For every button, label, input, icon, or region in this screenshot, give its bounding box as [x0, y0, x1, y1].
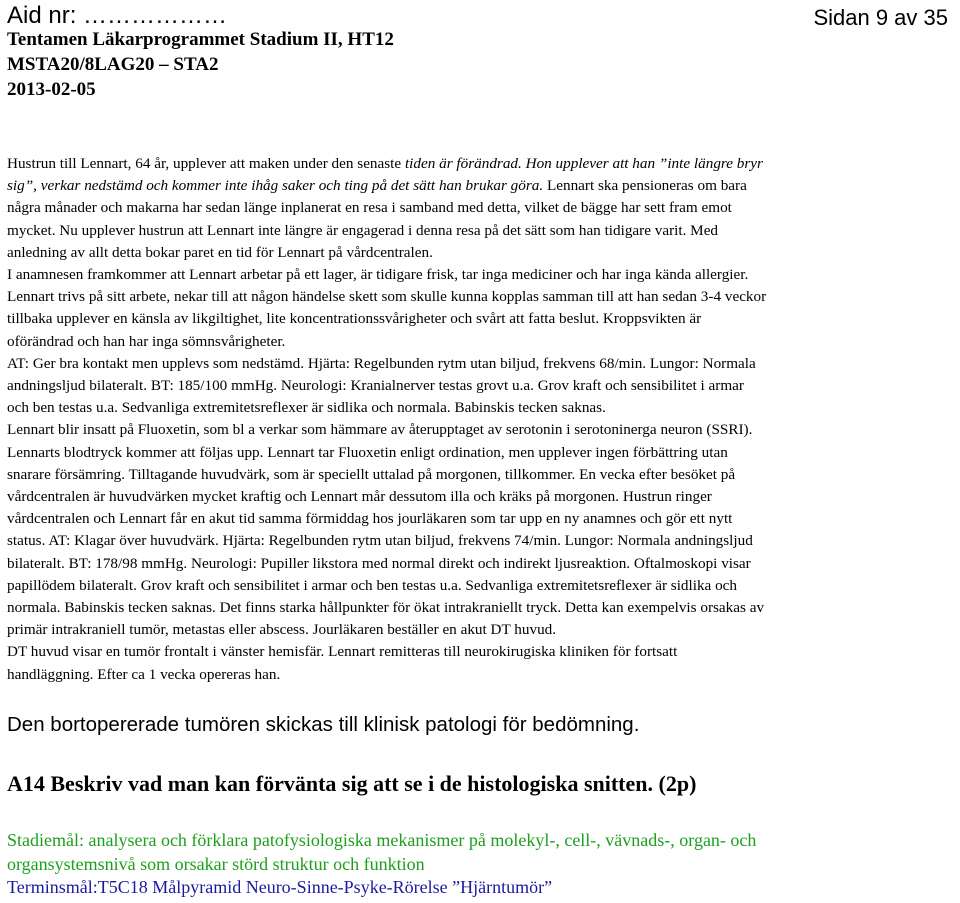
case-text-segment: vårdcentralen är huvudvärken mycket kraftig och Lennart mår dessutom illa och kräks på morgonen. Hustrun ringer [7, 488, 712, 506]
case-text-segment: status. AT: Klagar över huvudvärk. Hjärta: Regelbunden rytm utan biljud, frekvens 74/min. Lungor: Normala andningsljud [7, 532, 753, 550]
case-text-segment: anledning av allt detta bokar paret en tid för Lennart på vårdcentralen. [7, 243, 433, 261]
case-text-line [7, 286, 957, 308]
case-text-line [7, 619, 957, 641]
case-text-line [7, 553, 957, 575]
case-text-segment: AT: Ger bra kontakt men upplevs som nedstämd. Hjärta: Regelbunden rytm utan biljud, frekvens 68/min. Lungor: Normala [7, 354, 756, 372]
case-text-line [7, 308, 957, 330]
course-code: MSTA20/8LAG20 – STA2 [7, 54, 219, 75]
term-goal-line: Terminsmål:T5C18 Målpyramid Neuro-Sinne-Psyke-Rörelse ”Hjärntumör” [7, 877, 553, 897]
case-text-line [7, 597, 957, 619]
case-text-line [7, 375, 957, 397]
stage-goal-line-2: organsystemsnivå som orsakar störd struktur och funktion [7, 853, 425, 874]
case-text-line [7, 486, 957, 508]
case-text-segment: tillbaka upplever en känsla av likgiltighet, lite koncentrationssvårigheter och svårt att fatta beslut. Kroppsvikten är [7, 310, 702, 328]
case-text-line [7, 664, 957, 686]
case-text-line [7, 353, 957, 375]
tumor-intro-text: Den bortopererade tumören skickas till klinisk patologi för bedömning. [7, 713, 640, 736]
case-text-segment: Lennart blir insatt på Fluoxetin, som bl a verkar som hämmare av återupptaget av serotonin i serotoninerga neuron (SSRI). [7, 421, 753, 439]
case-text-segment: några månader och makarna har sedan länge inplanerat en resa i samband med detta, vilket de bägge har sett fram emot [7, 199, 732, 217]
case-text-segment: Lennart trivs på sitt arbete, nekar till att någon händelse skett som skulle kunna kopplas samman till att han sedan 3-4 veckor [7, 288, 767, 306]
case-text-segment: I anamnesen framkommer att Lennart arbetar på ett lager, är tidigare frisk, tar inga mediciner och har inga kända allergier. [7, 266, 749, 284]
case-text-segment: normala. Babinskis tecken saknas. Det finns starka hållpunkter för ökat intrakraniellt tryck. Detta kan exempelvis orsakas av [7, 599, 765, 617]
case-text-segment: papillödem bilateralt. Grov kraft och sensibilitet i armar och ben testas u.a. Sedvanliga extremitetsreflexer är sidlika och [7, 576, 738, 594]
case-text-line [7, 575, 957, 597]
case-text-line [7, 197, 957, 219]
case-text-segment: oförändrad och han har inga sömnsvårigheter. [7, 332, 286, 350]
case-text-line [7, 153, 957, 175]
case-text-line [7, 508, 957, 530]
case-text-segment: Lennart ska pensioneras om bara [543, 177, 747, 195]
exam-title: Tentamen Läkarprogrammet Stadium II, HT12 [7, 29, 394, 50]
case-text-segment: bilateralt. BT: 178/98 mmHg. Neurologi: Pupiller likstora med normal direkt och indirekt ljusreaktion. Oftalmoskopi visar [7, 554, 751, 572]
case-text-segment: handläggning. Efter ca 1 vecka opereras han. [7, 665, 281, 683]
case-text-segment: primär intrakraniell tumör, metastas eller abscess. Jourläkaren beställer en akut DT huvud. [7, 621, 557, 639]
case-text-line [7, 442, 957, 464]
page-number: Sidan 9 av 35 [813, 5, 948, 30]
case-text-segment: mycket. Nu upplever hustrun att Lennart inte längre är engagerad i denna resa på det sätt som han tidigare varit. Med [7, 221, 719, 239]
case-text-segment: DT huvud visar en tumör frontalt i vänster hemisfär. Lennart remitteras till neurokirugiska kliniken för fortsatt [7, 643, 678, 661]
case-text-line [7, 331, 957, 353]
case-text-line [7, 641, 957, 663]
case-text-line [7, 264, 957, 286]
case-text-segment: och ben testas u.a. Sedvanliga extremitetsreflexer är sidlika och normala. Babinskis tecken saknas. [7, 399, 606, 417]
case-text-line [7, 397, 957, 419]
learning-goals [7, 829, 756, 900]
case-text-segment: andningsljud bilateralt. BT: 185/100 mmHg. Neurologi: Kranialnerver testas grovt u.a. Grov kraft och sensibilitet i armar [7, 377, 744, 395]
case-text-line [7, 464, 957, 486]
case-text-line [7, 242, 957, 264]
case-text-line [7, 220, 957, 242]
case-text-segment: Lennarts blodtryck kommer att följas upp. Lennart tar Fluoxetin enligt ordination, men upplever ingen förbättring utan [7, 443, 728, 461]
case-text-line [7, 530, 957, 552]
aid-number-label: Aid nr: ……………… [7, 2, 228, 29]
case-text-segment: snarare försämring. Tilltagande huvudvärk, som är speciellt uttalad på morgonen, tillkommer. En vecka efter besöket på [7, 465, 736, 483]
case-description [7, 153, 957, 686]
case-text-line [7, 175, 957, 197]
case-text-segment: Hustrun till Lennart, 64 år, upplever att maken under den senaste [7, 155, 405, 172]
stage-goal-line-1: Stadiemål: analysera och förklara patofysiologiska mekanismer på molekyl-, cell-, vävnads-, organ- och [7, 830, 757, 850]
case-text-line [7, 419, 957, 441]
case-text-segment: vårdcentralen och Lennart får en akut tid samma förmiddag hos jourläkaren som tar upp en ny anamnes och gör ett nytt [7, 510, 733, 528]
case-text-segment: sig”, verkar nedstämd och kommer inte ihåg saker och ting på det sätt han brukar göra. [7, 177, 544, 195]
case-text-segment: tiden är förändrad. Hon upplever att han ”inte längre bryr [404, 155, 763, 172]
question-a14: A14 Beskriv vad man kan förvänta sig att se i de histologiska snitten. (2p) [7, 771, 697, 796]
exam-date: 2013-02-05 [7, 79, 96, 100]
